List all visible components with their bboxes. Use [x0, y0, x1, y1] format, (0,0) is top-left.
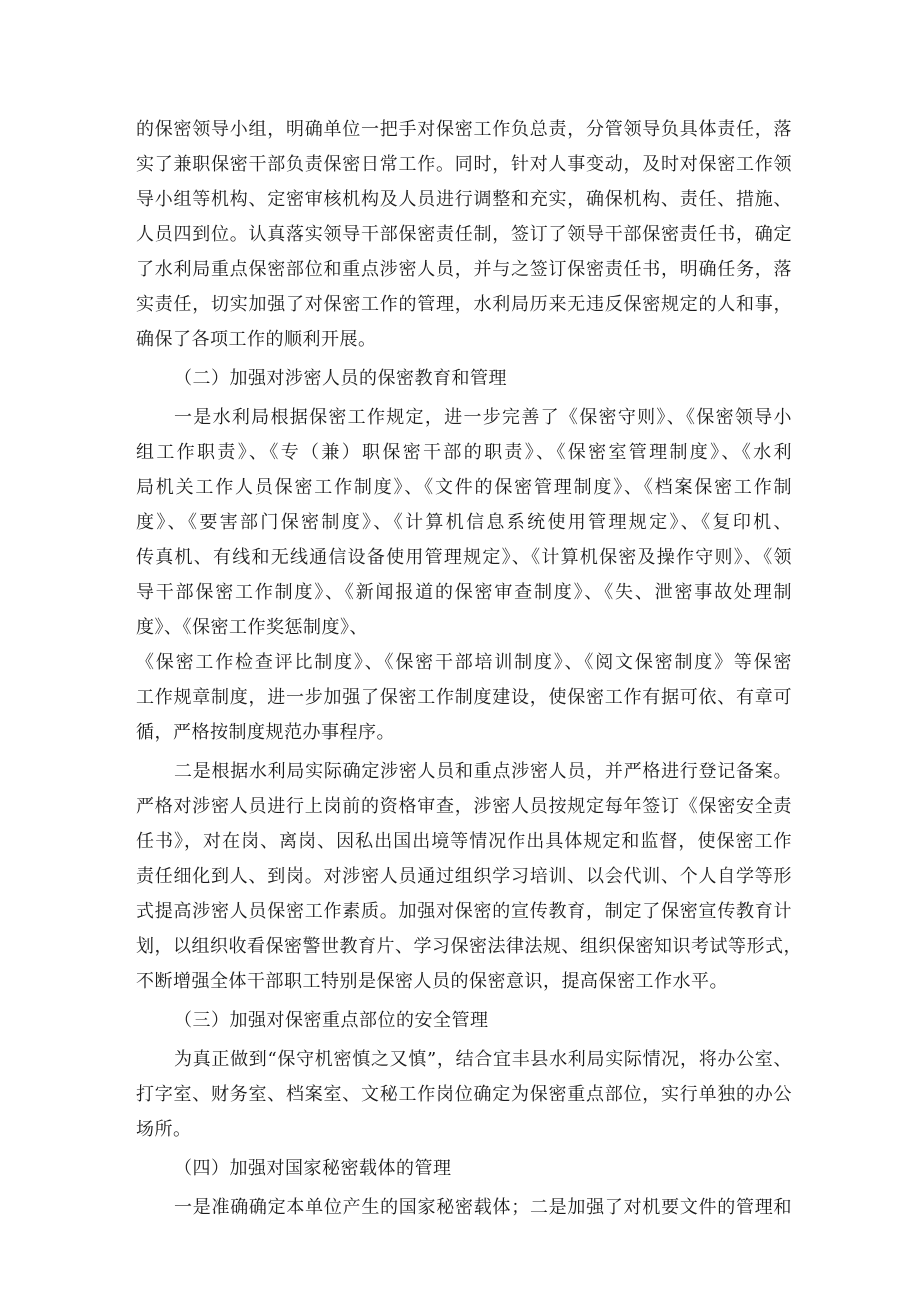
- text-line: 实了兼职保密干部负责保密日常工作。同时，针对人事变动，及时对保密工作领: [136, 154, 792, 175]
- paragraph: [136, 754, 802, 999]
- section-heading: [136, 1003, 792, 1038]
- text-line: 导干部保密工作制度》、《新闻报道的保密审查制度》、《失、泄密事故处理制: [136, 582, 792, 603]
- paragraph: [136, 1190, 792, 1225]
- text-line: 循，严格按制度规范办事程序。: [136, 722, 395, 743]
- text-line: 导小组等机构、定密审核机构及人员进行调整和充实，确保机构、责任、措施、: [136, 189, 792, 210]
- text-line: 不断增强全体干部职工特别是保密人员的保密意识，提高保密工作水平。: [136, 971, 728, 992]
- text-line: 为真正做到“保守机密慎之又慎”，结合宜丰县水利局实际情况，将办公室、: [174, 1049, 792, 1070]
- text-line: 二是根据水利局实际确定涉密人员和重点涉密人员，并严格进行登记备案。: [174, 761, 792, 782]
- text-line: 了水利局重点保密部位和重点涉密人员，并与之签订保密责任书，明确任务，落: [136, 259, 792, 280]
- text-line: 传真机、有线和无线通信设备使用管理规定》、《计算机保密及操作守则》、《领: [136, 547, 792, 568]
- text-line: 一是准确确定本单位产生的国家秘密载体；二是加强了对机要文件的管理和: [174, 1197, 792, 1218]
- text-line: 责任细化到人、到岗。对涉密人员通过组织学习培训、以会代训、个人自学等形: [136, 866, 792, 887]
- text-line: 一是水利局根据保密工作规定，进一步完善了《保密守则》、《保密领导小: [174, 407, 792, 428]
- text-line: （三）加强对保密重点部位的安全管理: [174, 1010, 489, 1031]
- text-line: 度》、《保密工作奖惩制度》、: [136, 617, 368, 638]
- text-line: 场所。: [136, 1119, 192, 1140]
- paragraph: [136, 112, 792, 357]
- document-body: [136, 112, 802, 1225]
- text-line: 式提高涉密人员保密工作素质。加强对保密的宣传教育，制定了保密宣传教育计: [136, 901, 792, 922]
- text-line: 任书》，对在岗、离岗、因私出国出境等情况作出具体规定和监督，使保密工作: [136, 831, 792, 852]
- text-line: 严格对涉密人员进行上岗前的资格审查，涉密人员按规定每年签订《保密安全责: [136, 796, 792, 817]
- text-line: 划，以组织收看保密警世教育片、学习保密法律法规、组织保密知识考试等形式，: [136, 936, 802, 957]
- text-line: 的保密领导小组，明确单位一把手对保密工作负总责，分管领导负具体责任，落: [136, 119, 792, 140]
- text-line: 《保密工作检查评比制度》、《保密干部培训制度》、《阅文保密制度》等保密: [136, 652, 792, 673]
- text-line: 实责任，切实加强了对保密工作的管理，水利局历来无违反保密规定的人和事，: [136, 294, 792, 315]
- text-line: 组工作职责》、《专（兼）职保密干部的职责》、《保密室管理制度》、《水利: [136, 442, 792, 463]
- section-heading: [136, 361, 792, 396]
- text-line: 度》、《要害部门保密制度》、《计算机信息系统使用管理规定》、《复印机、: [136, 512, 792, 533]
- text-line: （四）加强对国家秘密载体的管理: [174, 1158, 452, 1179]
- text-line: （二）加强对涉密人员的保密教育和管理: [174, 368, 507, 389]
- text-line: 工作规章制度，进一步加强了保密工作制度建设，使保密工作有据可依、有章可: [136, 687, 792, 708]
- text-line: 确保了各项工作的顺利开展。: [136, 329, 377, 350]
- section-heading: [136, 1151, 792, 1186]
- paragraph: [136, 400, 792, 750]
- text-line: 打字室、财务室、档案室、文秘工作岗位确定为保密重点部位，实行单独的办公: [136, 1084, 792, 1105]
- paragraph: [136, 1042, 792, 1147]
- text-line: 局机关工作人员保密工作制度》、《文件的保密管理制度》、《档案保密工作制: [136, 477, 792, 498]
- text-line: 人员四到位。认真落实领导干部保密责任制，签订了领导干部保密责任书，确定: [136, 224, 792, 245]
